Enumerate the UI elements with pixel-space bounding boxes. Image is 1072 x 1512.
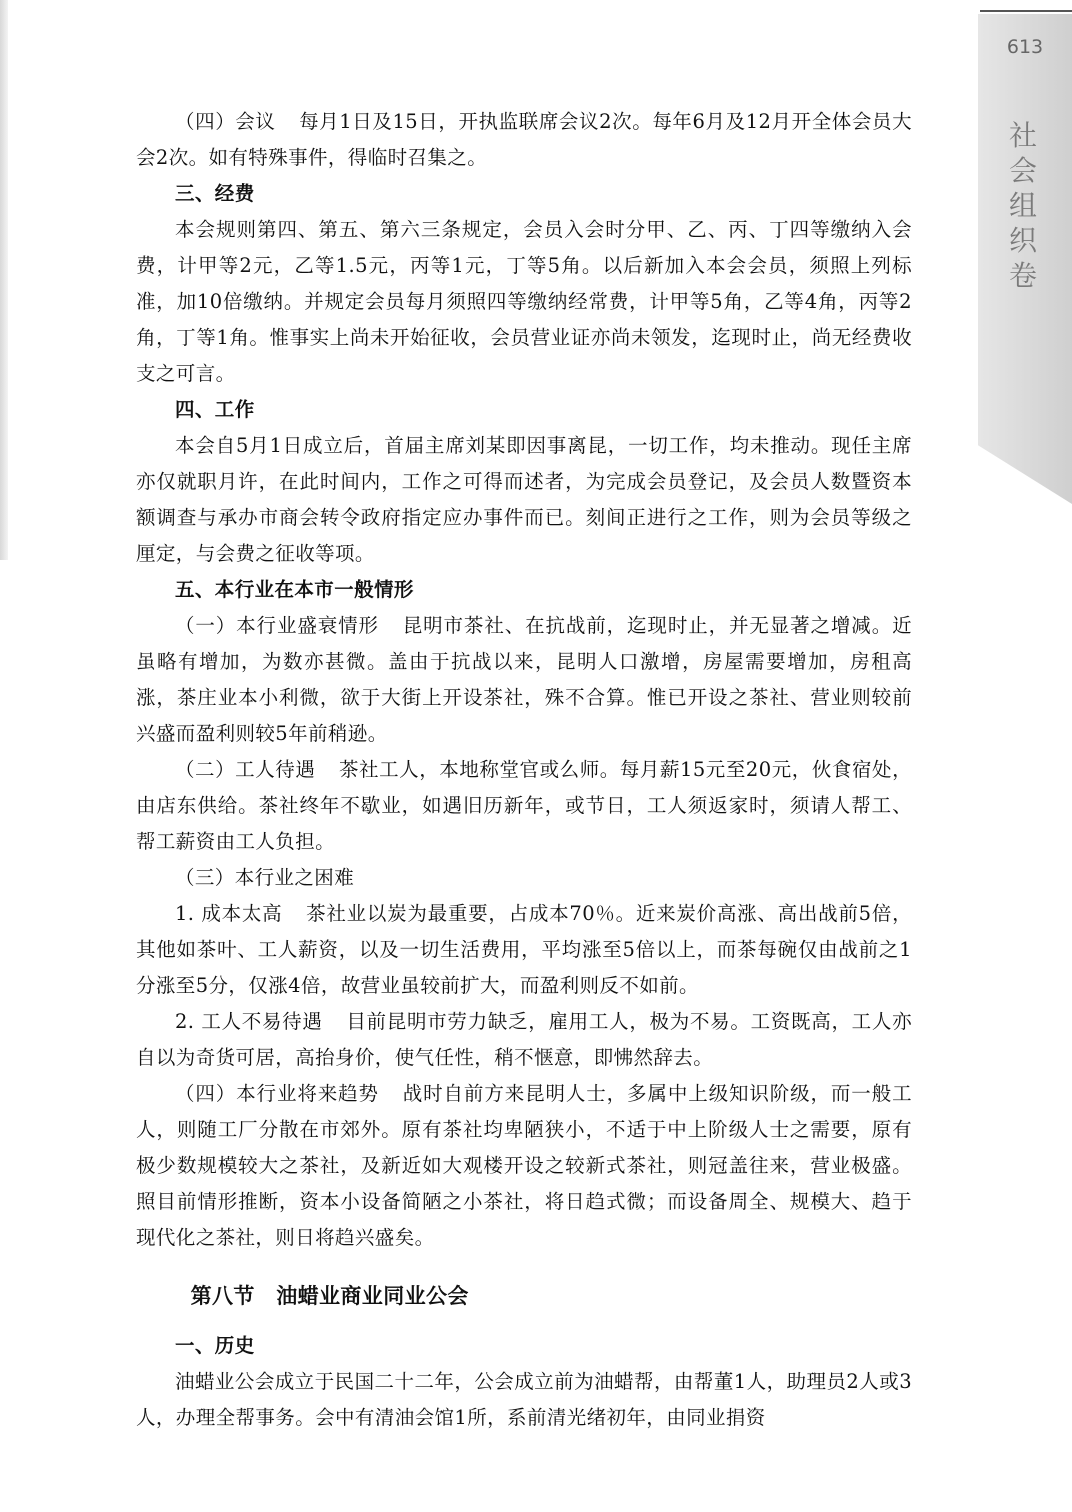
- paragraph-text: 战时自前方来昆明人士，多属中上级知识阶级，而一般工人，则随工厂分散在市郊外。原有茶社均卑陋狭小，不适于中上阶级人士之需要，原有极少数规模较大之茶社，及新近如大观楼开设之较新式茶社，则冠盖往来，营业极盛。照目前情形推断，资本小设备简陋之小茶社，将日趋式微；而设备周全、规模大、趋于现代化之茶社，则日将趋兴盛矣。: [136, 1082, 912, 1249]
- paragraph-lead: （一）本行业盛衰情形: [175, 614, 379, 637]
- paragraph-text: 昆明市茶社、在抗战前，迄现时止，并无显著之增减。近虽略有增加，为数亦甚微。盖由于抗战以来，昆明人口激增，房屋需要增加，房租高涨，茶庄业本小利微，欲于大街上开设茶社，殊不合算。惟已开设之茶社、营业则较前兴盛而盈利则较5年前稍逊。: [136, 614, 912, 745]
- paragraph-text: 每月1日及15日，开执监联席会议2次。每年6月及12月开全体会员大会2次。如有特殊事件，得临时召集之。: [136, 110, 912, 169]
- page-number: 613: [1006, 36, 1044, 58]
- paragraph-text: 茶社业以炭为最重要，占成本70％。近来炭价高涨、高出战前5倍，其他如茶叶、工人薪资，以及一切生活费用，平均涨至5倍以上，而茶每碗仅由战前之1分涨至5分，仅涨4倍，故营业虽较前扩大，而盈利则反不如前。: [136, 902, 912, 997]
- paragraph-funds: 本会规则第四、第五、第六三条规定，会员入会时分甲、乙、丙、丁四等缴纳入会费，计甲等2元，乙等1.5元，丙等1元，丁等5角。以后新加入本会会员，须照上列标准，加10倍缴纳。并规定会员每月须照四等缴纳经常费，计甲等5角，乙等4角，丙等2角，丁等1角。惟事实上尚未开始征收，会员营业证亦尚未领发，迄现时止，尚无经费收支之可言。: [136, 218, 912, 385]
- heading-status: 五、本行业在本市一般情形: [175, 578, 414, 601]
- paragraph-difficulty-1: [136, 896, 912, 1004]
- paragraph-work: 本会自5月1日成立后，首届主席刘某即因事离昆，一切工作，均未推动。现任主席亦仅就职月许，在此时间内，工作之可得而述者，为完成会员登记，及会员人数暨资本额调查与承办市商会转令政府指定应办事件而已。刻间正进行之工作，则为会员等级之厘定，与会费之征收等项。: [136, 434, 912, 565]
- paragraph-difficulty-2: [136, 1004, 912, 1076]
- top-rule: [980, 10, 1072, 12]
- heading-funds: 三、经费: [175, 182, 255, 205]
- heading-work: 四、工作: [175, 398, 255, 421]
- paragraph-lead: （二）工人待遇: [175, 758, 316, 781]
- section-title: 第八节 油蜡业商业同业公会: [190, 1284, 469, 1308]
- paragraph-status-2: [136, 752, 912, 860]
- paragraph-trend: [136, 1076, 912, 1256]
- page-content: [136, 104, 912, 1436]
- heading-history: 一、历史: [175, 1334, 255, 1357]
- page-edge-shadow: [0, 0, 8, 560]
- paragraph-lead: （四）会议: [175, 110, 276, 133]
- paragraph-text: 目前昆明市劳力缺乏，雇用工人，极为不易。工资既高，工人亦自以为奇货可居，高抬身价，使气任性，稍不惬意，即怫然辞去。: [136, 1010, 913, 1069]
- paragraph-lead: （四）本行业将来趋势: [175, 1082, 379, 1105]
- heading-difficulty: （三）本行业之困难: [175, 866, 355, 889]
- paragraph-history: 油蜡业公会成立于民国二十二年，公会成立前为油蜡帮，由帮董1人，助理员2人或3人，办理全帮事务。会中有清油会馆1所，系前清光绪初年，由同业捐资: [136, 1370, 912, 1429]
- paragraph-text: 茶社工人，本地称堂官或么师。每月薪15元至20元，伙食宿处，由店东供给。茶社终年不歇业，如遇旧历新年，或节日，工人须返家时，须请人帮工、帮工薪资由工人负担。: [136, 758, 912, 853]
- paragraph-status-1: [136, 608, 912, 752]
- paragraph-meeting: [136, 104, 912, 176]
- paragraph-lead: 2. 工人不易待遇: [175, 1010, 323, 1033]
- paragraph-lead: 1. 成本太高: [175, 902, 283, 925]
- volume-title: 社会组织卷: [1008, 119, 1037, 292]
